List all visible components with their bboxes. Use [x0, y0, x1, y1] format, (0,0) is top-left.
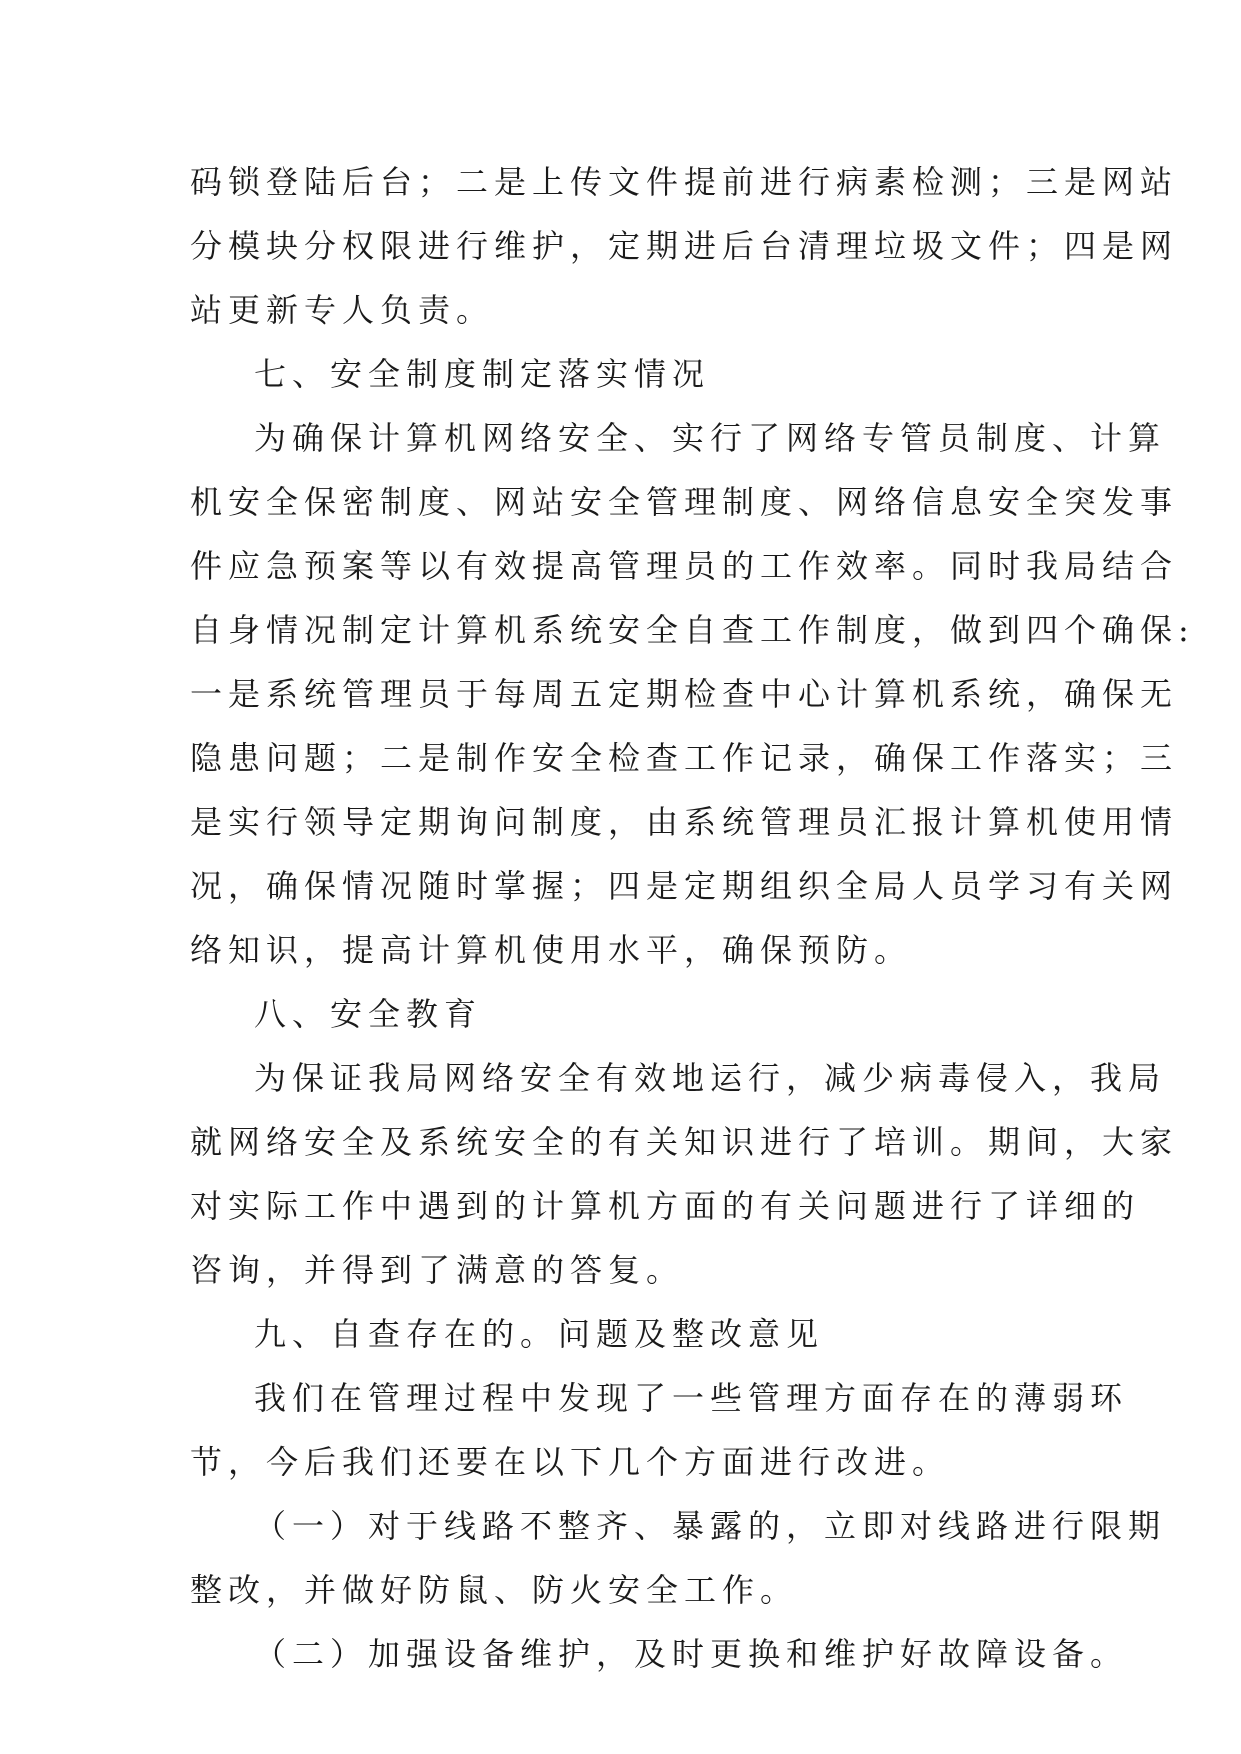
text-line: 为保证我局网络安全有效地运行，减少病毒侵入，我局 [254, 1059, 1167, 1097]
text-line: 是实行领导定期询问制度，由系统管理员汇报计算机使用情 [190, 803, 1179, 841]
list-item-2: （二）加强设备维护，及时更换和维护好故障设备。 [254, 1635, 1129, 1673]
text-line: 机安全保密制度、网站安全管理制度、网络信息安全突发事 [190, 483, 1179, 521]
text-line: 就网络安全及系统安全的有关知识进行了培训。期间，大家 [190, 1123, 1179, 1161]
section-heading-7: 七、安全制度制定落实情况 [254, 355, 711, 393]
text-line: 况，确保情况随时掌握；四是定期组织全局人员学习有关网 [190, 867, 1179, 905]
text-line: 络知识，提高计算机使用水平，确保预防。 [190, 931, 913, 969]
text-line: 站更新专人负责。 [190, 291, 495, 329]
section-heading-9: 九、自查存在的。问题及整改意见 [254, 1315, 825, 1353]
text-line: 隐患问题；二是制作安全检查工作记录，确保工作落实；三 [190, 739, 1179, 777]
section-heading-8: 八、安全教育 [254, 995, 483, 1033]
text-line: 码锁登陆后台；二是上传文件提前进行病素检测；三是网站 [190, 163, 1179, 201]
text-line: 一是系统管理员于每周五定期检查中心计算机系统，确保无 [190, 675, 1179, 713]
text-line: 我们在管理过程中发现了一些管理方面存在的薄弱环 [254, 1379, 1129, 1417]
text-line: 为确保计算机网络安全、实行了网络专管员制度、计算 [254, 419, 1167, 457]
text-line: 自身情况制定计算机系统安全自查工作制度，做到四个确保: [190, 611, 1195, 649]
text-line: 咨询，并得到了满意的答复。 [190, 1251, 685, 1289]
list-item-1: （一）对于线路不整齐、暴露的，立即对线路进行限期 [254, 1507, 1167, 1545]
text-line: 节，今后我们还要在以下几个方面进行改进。 [190, 1443, 951, 1481]
document-page [190, 150, 1195, 1686]
text-line: 分模块分权限进行维护，定期进后台清理垃圾文件；四是网 [190, 227, 1179, 265]
text-line: 对实际工作中遇到的计算机方面的有关问题进行了详细的 [190, 1187, 1141, 1225]
text-line: 件应急预案等以有效提高管理员的工作效率。同时我局结合 [190, 547, 1179, 585]
text-line: 整改，并做好防鼠、防火安全工作。 [190, 1571, 799, 1609]
